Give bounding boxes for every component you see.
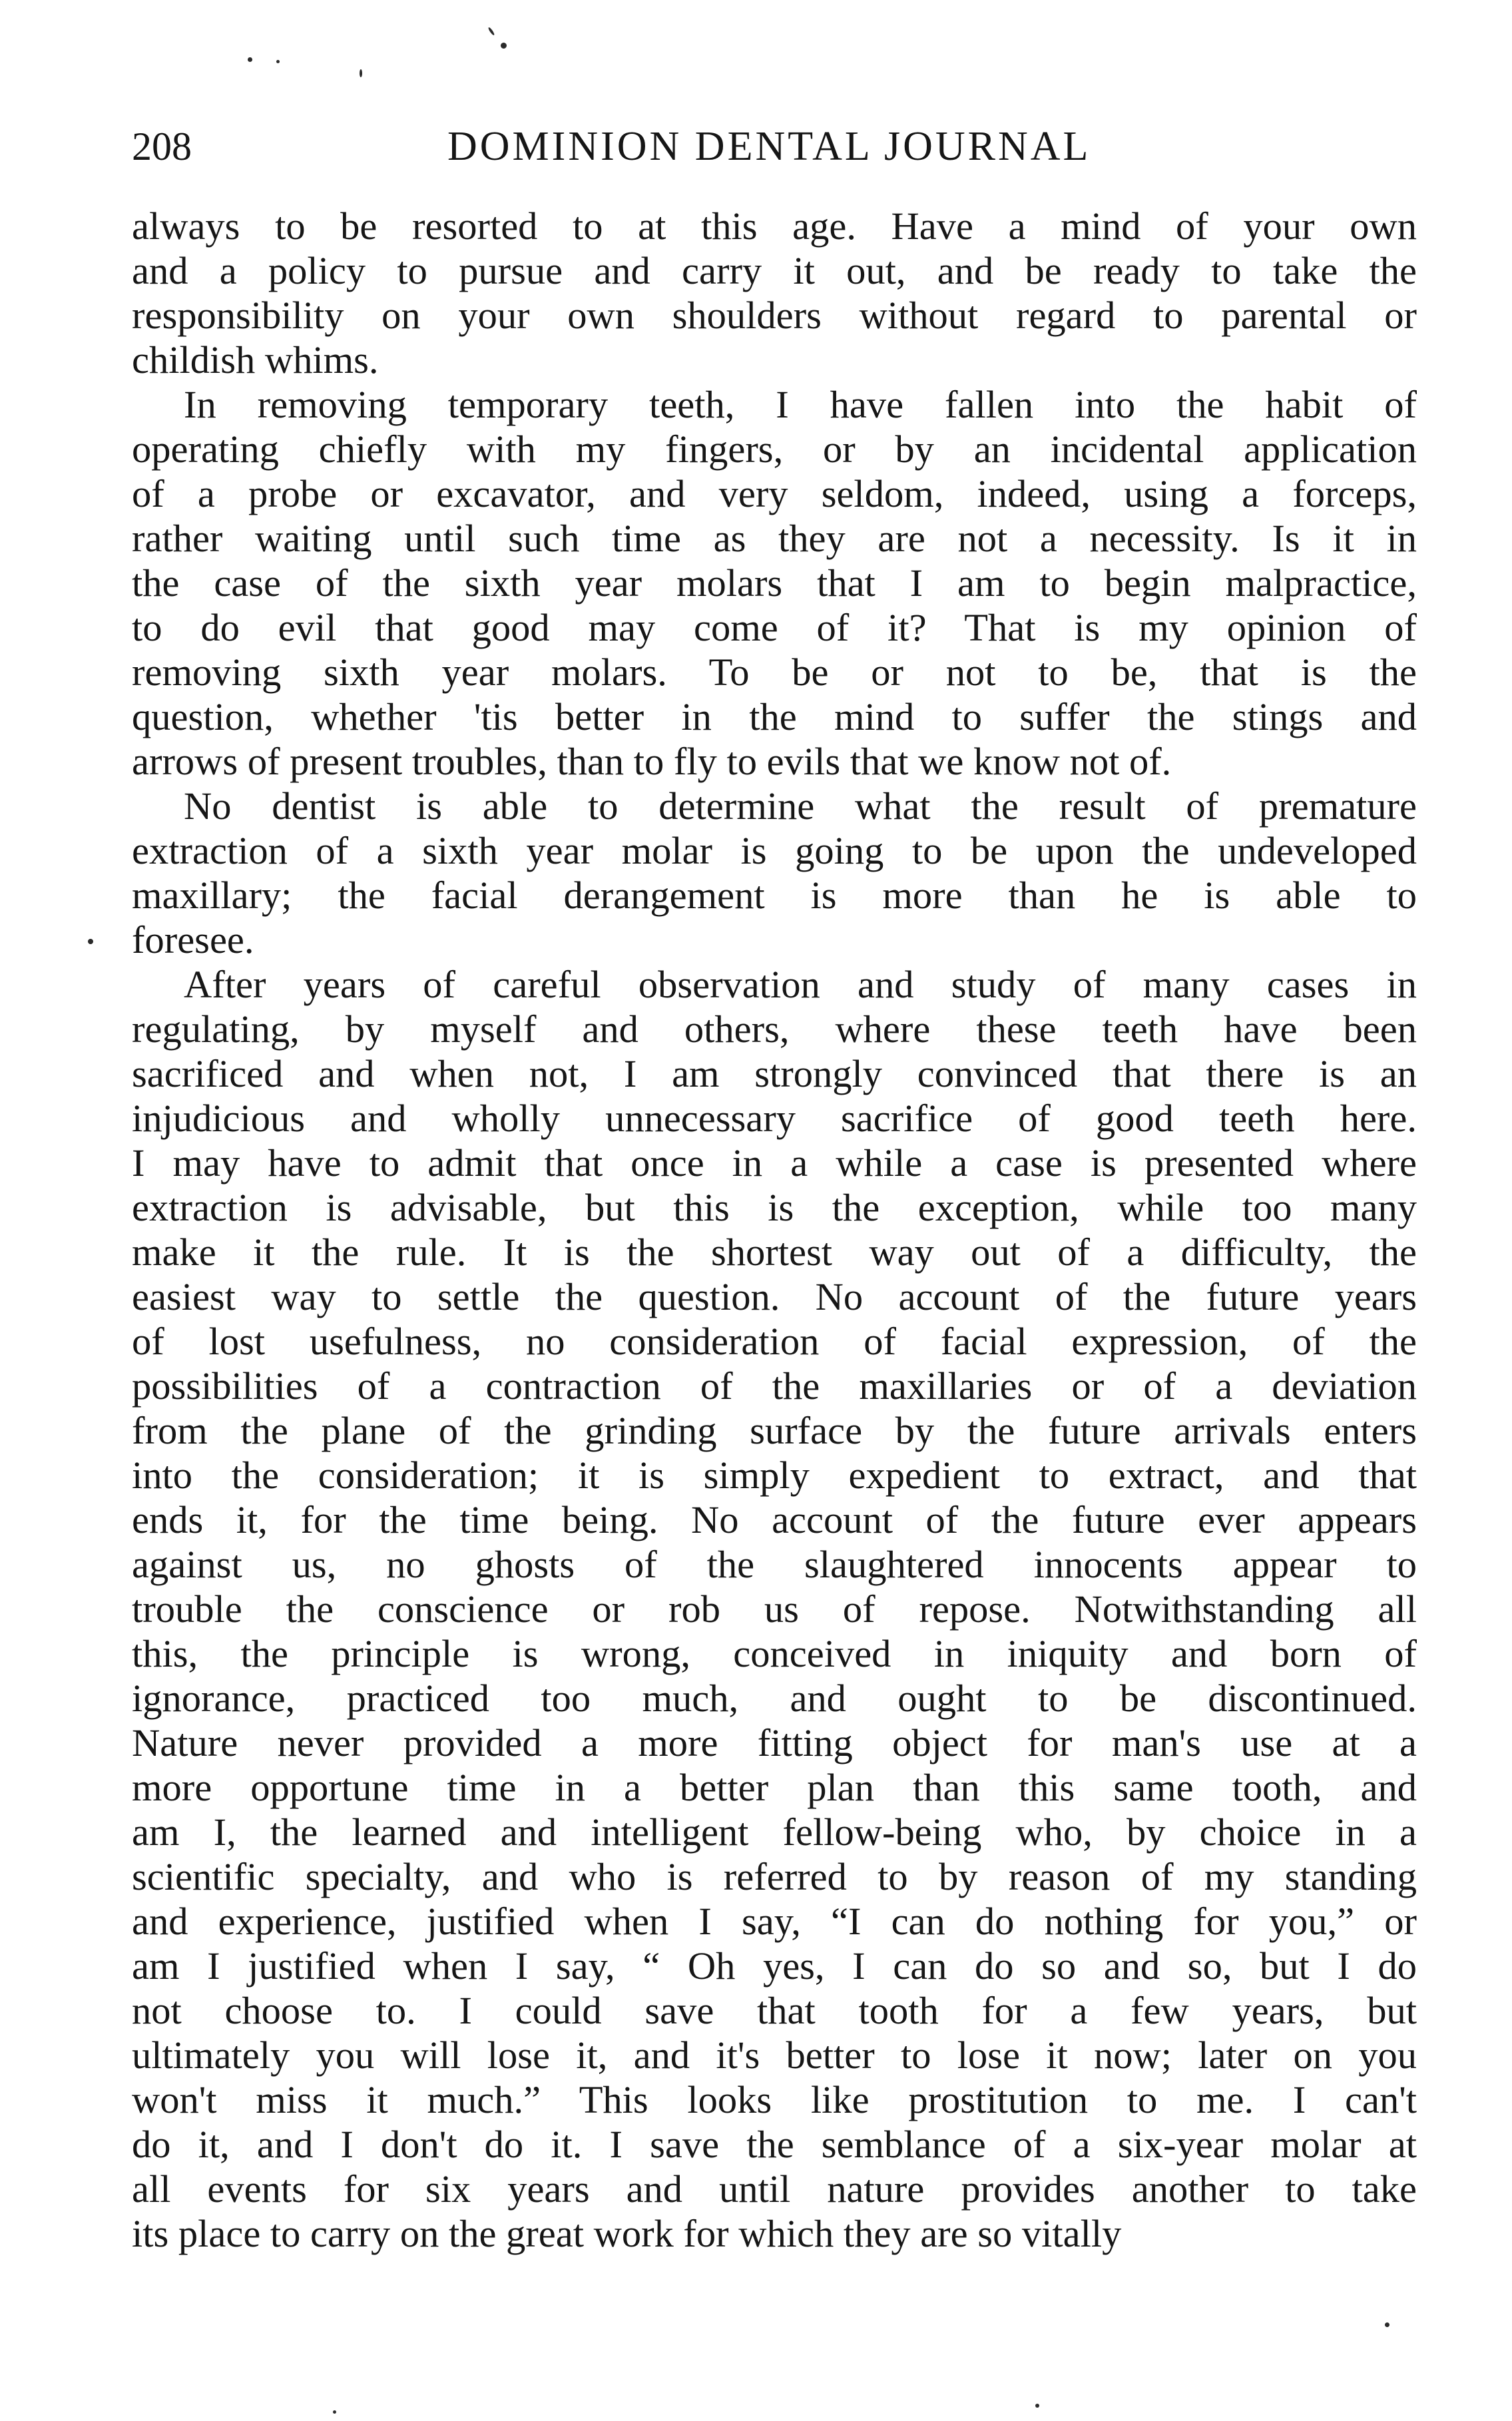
text-line: always to be resorted to at this age. Have a mind of your own	[132, 204, 1417, 248]
text-line: maxillary; the facial derangement is more than he is able to	[132, 874, 1417, 917]
text-line: and experience, justified when I say, “I can do nothing for you,” or	[132, 1900, 1417, 1943]
text-line: do it, and I don't do it. I save the semblance of a six-year molar at	[132, 2123, 1417, 2166]
text-line: not choose to. I could save that tooth for a few years, but	[132, 1989, 1417, 2032]
text-line: childish whims.	[132, 338, 379, 382]
scan-speck	[487, 27, 495, 36]
text-line: of a probe or excavator, and very seldom, indeed, using a forceps,	[132, 472, 1417, 515]
scan-speck	[276, 60, 280, 63]
scan-speck	[88, 939, 93, 944]
text-line: rather waiting until such time as they are not a necessity. Is it in	[132, 517, 1417, 560]
article-body	[132, 204, 1417, 2256]
text-line: am I, the learned and intelligent fellow-being who, by choice in a	[132, 1810, 1417, 1854]
scan-speck	[1385, 2322, 1389, 2327]
scan-speck	[248, 57, 252, 62]
journal-title: DOMINION DENTAL JOURNAL	[447, 124, 1091, 169]
text-line: ends it, for the time being. No account of the future ever appears	[132, 1498, 1417, 1541]
text-line: all events for six years and until nature provides another to take	[132, 2167, 1417, 2211]
scan-speck	[501, 43, 507, 49]
text-line: and a policy to pursue and carry it out, and be ready to take the	[132, 249, 1417, 292]
text-line: to do evil that good may come of it? That is my opinion of	[132, 606, 1417, 649]
scan-speck	[333, 2410, 336, 2414]
text-line: extraction is advisable, but this is the exception, while too many	[132, 1186, 1417, 1229]
paragraph	[132, 204, 1417, 382]
text-line: extraction of a sixth year molar is going to be upon the undeveloped	[132, 829, 1417, 872]
text-line: ignorance, practiced too much, and ought to be discontinued.	[132, 1677, 1417, 1720]
text-line: responsibility on your own shoulders without regard to parental or	[132, 294, 1417, 337]
text-line: easiest way to settle the question. No account of the future years	[132, 1275, 1417, 1318]
text-line: removing sixth year molars. To be or not to be, that is the	[132, 651, 1417, 694]
text-line: make it the rule. It is the shortest way out of a difficulty, the	[132, 1230, 1417, 1274]
paragraph	[132, 962, 1417, 2256]
scan-speck	[1035, 2404, 1039, 2408]
page-number: 208	[132, 125, 192, 168]
paragraph	[132, 382, 1417, 784]
text-line: possibilities of a contraction of the maxillaries or of a deviation	[132, 1364, 1417, 1408]
text-line: into the consideration; it is simply expedient to extract, and that	[132, 1454, 1417, 1497]
text-line: the case of the sixth year molars that I am to begin malpractice,	[132, 561, 1417, 605]
text-line: scientific specialty, and who is referred to by reason of my standing	[132, 1855, 1417, 1898]
text-line: In removing temporary teeth, I have fallen into the habit of	[184, 383, 1417, 426]
text-line: foresee.	[132, 918, 254, 961]
text-line: No dentist is able to determine what the result of premature	[184, 784, 1417, 828]
text-line: sacrificed and when not, I am strongly convinced that there is an	[132, 1052, 1417, 1095]
text-line: regulating, by myself and others, where these teeth have been	[132, 1007, 1417, 1051]
text-line: against us, no ghosts of the slaughtered innocents appear to	[132, 1543, 1417, 1586]
text-line: arrows of present troubles, than to fly to evils that we know not of.	[132, 740, 1172, 783]
text-line: am I justified when I say, “ Oh yes, I can do so and so, but I do	[132, 1944, 1417, 1988]
text-line: trouble the conscience or rob us of repose. Notwithstanding all	[132, 1587, 1417, 1631]
text-line: I may have to admit that once in a while a case is presented where	[132, 1141, 1417, 1185]
text-line: its place to carry on the great work for which they are so vitally	[132, 2212, 1122, 2255]
text-line: Nature never provided a more fitting object for man's use at a	[132, 1721, 1417, 1764]
text-line: injudicious and wholly unnecessary sacrifice of good teeth here.	[132, 1097, 1417, 1140]
text-line: of lost usefulness, no consideration of facial expression, of the	[132, 1320, 1417, 1363]
text-line: more opportune time in a better plan than this same tooth, and	[132, 1766, 1417, 1809]
text-line: won't miss it much.” This looks like prostitution to me. I can't	[132, 2078, 1417, 2121]
paragraph	[132, 784, 1417, 962]
text-line: question, whether 'tis better in the mind to suffer the stings and	[132, 695, 1417, 738]
running-head	[132, 120, 1417, 173]
scan-speck	[360, 69, 362, 77]
text-line: this, the principle is wrong, conceived in iniquity and born of	[132, 1632, 1417, 1675]
text-line: ultimately you will lose it, and it's better to lose it now; later on you	[132, 2033, 1417, 2077]
text-line: After years of careful observation and study of many cases in	[184, 963, 1417, 1006]
text-line: operating chiefly with my fingers, or by an incidental application	[132, 427, 1417, 471]
text-line: from the plane of the grinding surface by the future arrivals enters	[132, 1409, 1417, 1452]
